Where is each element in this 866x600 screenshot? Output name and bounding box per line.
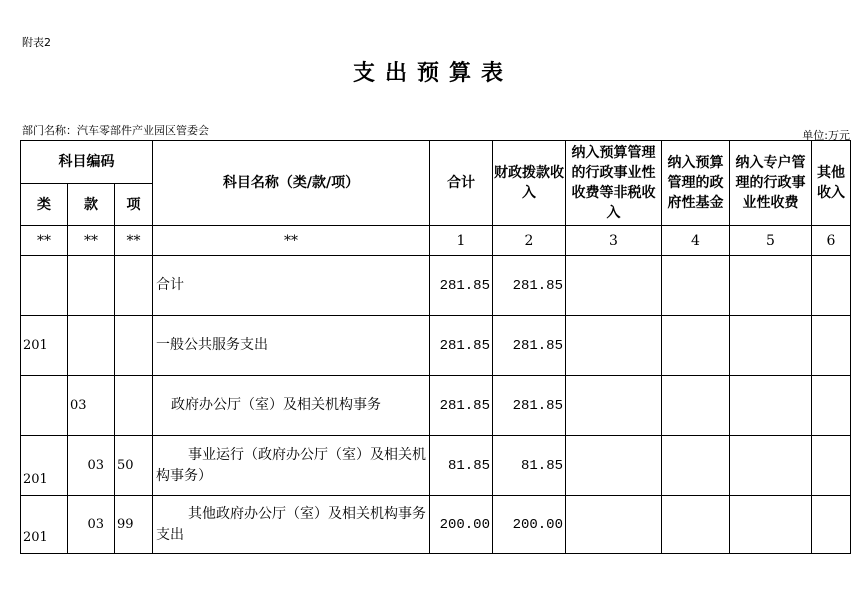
index-cell: 4 xyxy=(662,226,730,256)
kuan-cell: 03 xyxy=(68,376,115,436)
fiscal-header: 财政拨款收入 xyxy=(493,141,566,226)
fiscal-cell: 281.85 xyxy=(493,316,566,376)
lei-cell: 201 xyxy=(21,316,68,376)
xiang-cell: 50 xyxy=(115,436,153,496)
subject-code-header: 科目编码 xyxy=(21,141,153,184)
index-cell: 5 xyxy=(730,226,812,256)
kuan-cell: 03 xyxy=(68,496,115,554)
subject-name-cell: 其他政府办公厅（室）及相关机构事务支出 xyxy=(153,496,430,554)
lei-cell: 201 xyxy=(21,496,68,554)
total-cell: 281.85 xyxy=(430,316,493,376)
other-income-header: 其他收入 xyxy=(812,141,851,226)
fiscal-cell: 200.00 xyxy=(493,496,566,554)
fiscal-cell: 81.85 xyxy=(493,436,566,496)
fiscal-cell: 281.85 xyxy=(493,376,566,436)
table-row xyxy=(21,496,851,554)
index-cell: 1 xyxy=(430,226,493,256)
kuan-cell xyxy=(68,316,115,376)
table-row xyxy=(21,436,851,496)
index-cell: ** xyxy=(21,226,68,256)
admin-fee-header: 纳入预算管理的行政事业性收费等非税收入 xyxy=(566,141,662,226)
kuan-header: 款 xyxy=(68,184,115,226)
index-cell: 6 xyxy=(812,226,851,256)
gov-fund-header: 纳入预算管理的政府性基金 xyxy=(662,141,730,226)
total-cell: 281.85 xyxy=(430,256,493,316)
budget-table xyxy=(20,140,851,554)
xiang-cell xyxy=(115,316,153,376)
table-row xyxy=(21,256,851,316)
total-cell: 281.85 xyxy=(430,376,493,436)
lei-header: 类 xyxy=(21,184,68,226)
lei-cell: 201 xyxy=(21,436,68,496)
lei-cell xyxy=(21,256,68,316)
lei-cell xyxy=(21,376,68,436)
attachment-label: 附表2 xyxy=(22,36,51,49)
index-cell: ** xyxy=(153,226,430,256)
special-account-header: 纳入专户管理的行政事业性收费 xyxy=(730,141,812,226)
fiscal-cell: 281.85 xyxy=(493,256,566,316)
subject-name-cell: 事业运行（政府办公厅（室）及相关机构事务） xyxy=(153,436,430,496)
page-title: 支出预算表 xyxy=(352,60,513,86)
xiang-cell xyxy=(115,376,153,436)
kuan-cell xyxy=(68,256,115,316)
total-cell: 200.00 xyxy=(430,496,493,554)
subject-name-cell: 政府办公厅（室）及相关机构事务 xyxy=(153,376,430,436)
xiang-header: 项 xyxy=(115,184,153,226)
index-cell: ** xyxy=(68,226,115,256)
xiang-cell: 99 xyxy=(115,496,153,554)
total-cell: 81.85 xyxy=(430,436,493,496)
index-cell: ** xyxy=(115,226,153,256)
kuan-cell: 03 xyxy=(68,436,115,496)
department-name: 部门名称：汽车零部件产业园区管委会 xyxy=(22,124,209,137)
table-row xyxy=(21,316,851,376)
total-header: 合计 xyxy=(430,141,493,226)
subject-name-cell: 合计 xyxy=(153,256,430,316)
subject-name-header: 科目名称（类/款/项） xyxy=(153,141,430,226)
xiang-cell xyxy=(115,256,153,316)
index-cell: 2 xyxy=(493,226,566,256)
table-row xyxy=(21,376,851,436)
index-cell: 3 xyxy=(566,226,662,256)
subject-name-cell: 一般公共服务支出 xyxy=(153,316,430,376)
unit-label: 单位:万元 xyxy=(802,129,850,142)
